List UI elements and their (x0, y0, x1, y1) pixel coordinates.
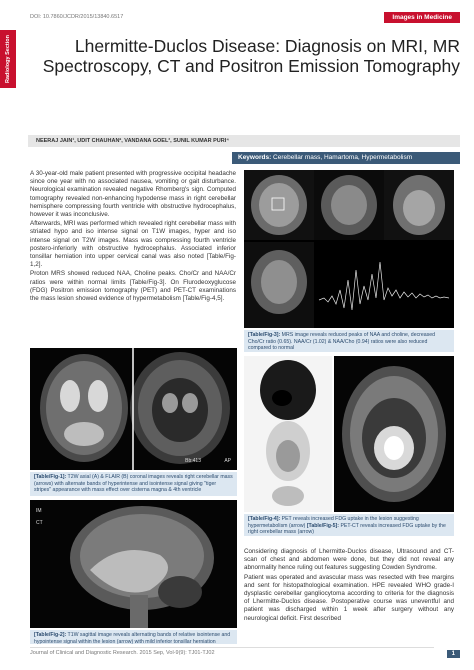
figure-2-scan (30, 500, 237, 628)
figure-3-spectroscopy (244, 170, 454, 328)
side-section-tab: Radiology Section (0, 30, 16, 88)
body-paragraph: Afterwards, MRI was performed which revealed right cerebellar mass with striated hypo and iso intense signal on T1W images, hyper and iso intense signal on T2W images. Mass was compressing fourth ventricle postero-inferiorly with obstructive hydrocephalus. Associated inferior tonsillar herniation into upper cervical canal was also noted [Table/Fig-1,2]. (30, 220, 236, 269)
figure-1-scans (30, 348, 237, 470)
fig4-caption-text: PET reveals increased FDG uptake in the lesion suggesting hypermetabolism (arrow) (248, 516, 419, 529)
figure-4-pet-scan (244, 356, 332, 512)
fig1-caption-label: [Table/Fig-1]: (34, 474, 67, 480)
fig2-im-label: IM (36, 508, 42, 514)
figure-5-petct (334, 356, 454, 512)
figure-3-caption (244, 330, 454, 352)
fig5-caption-label: [Table/Fig-5]: (306, 522, 339, 529)
body-paragraph: A 30-year-old male patient presented with progressive occipital headache since one year with no associated nausea, vomiting or gait disturbance. Neurological examination revealed negative Rhomberg's sign. Computed tomography revealed non-enhancing hypodense mass in right cerebellar hemisphere compressing fourth ventricle with obstructive hydrocephalus, however it was inconclusive. (30, 170, 236, 219)
figure-4-pet (244, 356, 332, 512)
body-paragraph: Considering diagnosis of Lhermitte-Duclos disease, Ultrasound and CT-scan of chest and abdomen were done, but they did not reveal any abnormality hence ruling out features suggesting Cowden Syndrome. (244, 548, 454, 572)
fig2-ct-label: CT (36, 520, 43, 526)
fig3-caption-text: MRS image reveals reduced peaks of NAA and choline, decreased Cho/Cr ratio (0.65). NAA/Cr (1.02) & NAA/Cho (0.94) ratios were also reduced compared to normal (248, 332, 436, 352)
authors-text: NEERAJ JAIN¹, UDIT CHAUHAN², VANDANA GOEL³, SUNIL KUMAR PURI⁴ (36, 138, 229, 144)
doi-text: DOI: 10.7860/JCDR/2015/13840.6517 (30, 14, 124, 20)
page-number: 1 (447, 650, 460, 658)
keywords-label: Keywords: (238, 154, 272, 161)
figure-2-caption (30, 630, 237, 644)
body-right-column (244, 548, 454, 624)
authors-bar (28, 135, 460, 147)
fig1-ap-label: AP (224, 458, 231, 464)
body-left-column (30, 170, 236, 304)
figure-2-mri (30, 500, 237, 628)
figure-5-petct-scan (334, 356, 454, 512)
figure-1-caption (30, 472, 237, 496)
keywords-bar (232, 152, 460, 164)
article-title: Lhermitte-Duclos Disease: Diagnosis on MRI, MR Spectroscopy, CT and Positron Emission Tomography (42, 36, 460, 76)
fig4-caption-label: [Table/Fig-4]: (248, 516, 281, 522)
fig1-marker-label: Bb:413 (185, 458, 201, 464)
footer-citation: Journal of Clinical and Diagnostic Research. 2015 Sep, Vol-9(9): TJ01-TJ02 (30, 647, 434, 656)
keywords-text: Cerebellar mass, Hamartoma, Hypermetabolism (273, 154, 413, 161)
fig3-caption-label: [Table/Fig-3]: (248, 332, 281, 338)
section-badge: Images in Medicine (384, 12, 460, 23)
figure-3-mrs (244, 170, 454, 328)
fig1-caption-text: T2W axial (A) & FLAIR (B) coronal images reveals right cerebellar mass (arrows) with alternate bands of hyperintense and isointense signal giving "tiger stripes" appearance with mass effect over cisterna magna & 4th ventricle (34, 474, 233, 494)
fig2-caption-text: T1W sagittal image reveals alternating bands of relative isointense and hypointense signal within the lesion (arrow) with mild inferior tonsillar herniation (34, 632, 231, 645)
fig2-caption-label: [Table/Fig-2]: (34, 632, 67, 638)
body-paragraph: Proton MRS showed reduced NAA, Choline peaks. Cho/Cr and NAA/Cr ratios were within normal limits [Table/Fig-3]. On Flurodeoxyglucose (FDG) Positron emission tomography (PET) and PET-CT examinations the mass lesion showed evidence of hypermetabolism [Table/Fig-4,5]. (30, 270, 236, 303)
body-paragraph: Patient was operated and avascular mass was resected with free margins and sent for histopathological examination. HPE revealed WHO grade-I dysplastic cerebellar gangliocytoma according to criteria for the diagnosis of Lhermitte-Duclos disease. Postoperative course was uneventful and patient was discharged within 1 week after surgery without any neurological deficit. First described (244, 573, 454, 622)
figure-1-mri (30, 348, 237, 470)
fig5-caption-text: PET-CT reveals increased FDG uptake by the right cerebellar mass (arrow) (248, 522, 446, 536)
figure-4-5-caption (244, 514, 454, 536)
